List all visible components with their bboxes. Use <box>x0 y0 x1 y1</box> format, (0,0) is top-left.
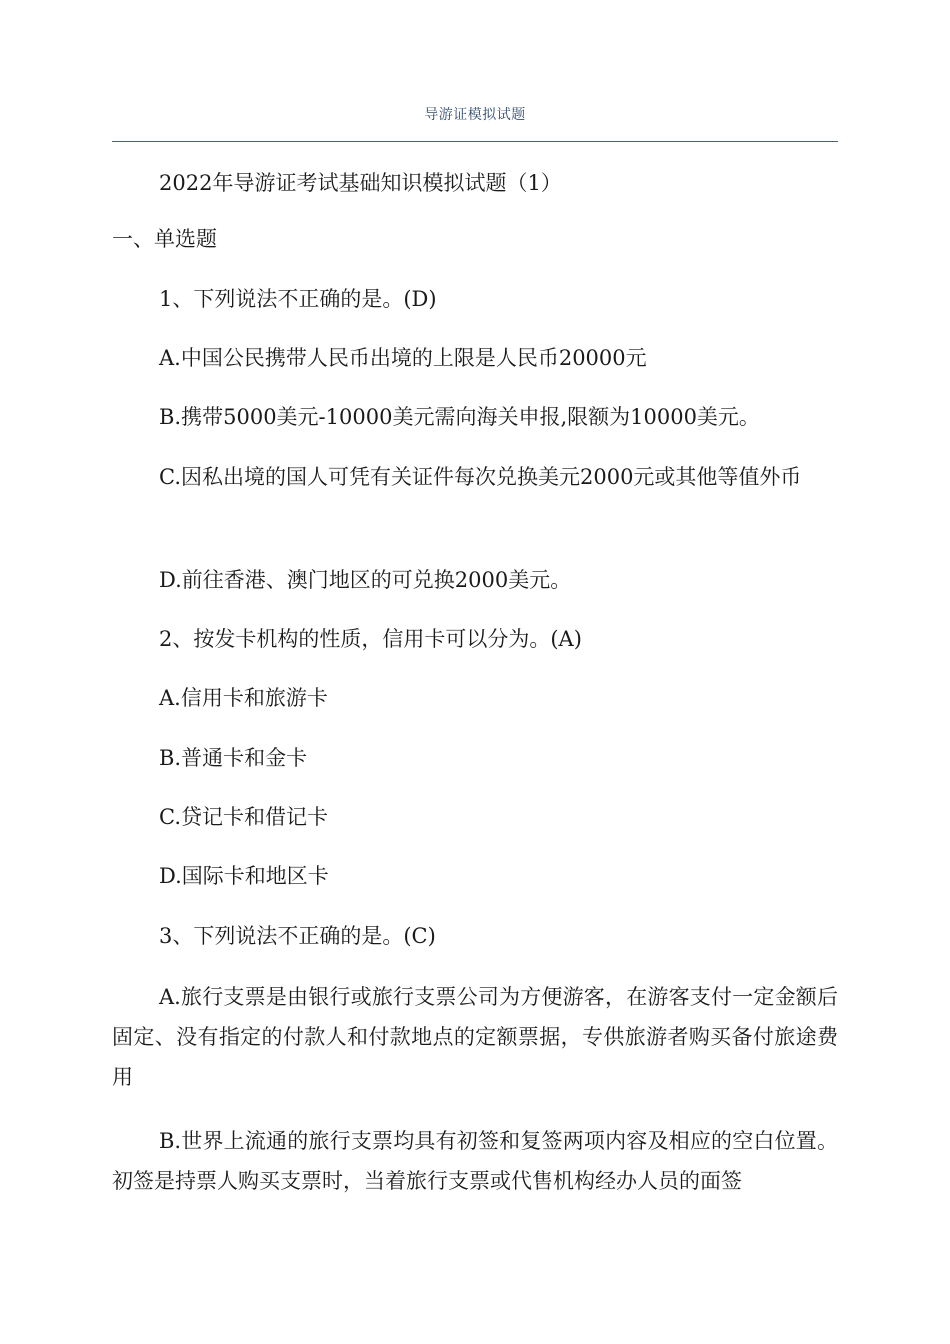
question-2-stem: 2、按发卡机构的性质，信用卡可以分为。(A) <box>159 627 582 651</box>
question-2-option-d: D.国际卡和地区卡 <box>159 864 329 888</box>
question-1-option-a: A.中国公民携带人民币出境的上限是人民币20000元 <box>159 346 647 370</box>
question-2-option-b: B.普通卡和金卡 <box>159 746 308 770</box>
question-3-option-a: A.旅行支票是由银行或旅行支票公司为方便游客，在游客支付一定金额后固定、没有指定的付款人和付款地点的定额票据，专供旅游者购买备付旅途费用 <box>112 985 838 1089</box>
document-title: 2022年导游证考试基础知识模拟试题（1） <box>159 171 562 195</box>
question-2-option-a: A.信用卡和旅游卡 <box>159 686 328 710</box>
question-3-stem: 3、下列说法不正确的是。(C) <box>159 924 436 948</box>
question-1-option-b: B.携带5000美元-10000美元需向海关申报,限额为10000美元。 <box>159 405 760 429</box>
question-3-option-b: B.世界上流通的旅行支票均具有初签和复签两项内容及相应的空白位置。初签是持票人购买支票时，当着旅行支票或代售机构经办人员的面签 <box>112 1129 838 1193</box>
section-heading: 一、单选题 <box>112 227 217 251</box>
question-1-stem: 1、下列说法不正确的是。(D) <box>159 287 437 311</box>
question-1-option-c: C.因私出境的国人可凭有关证件每次兑换美元2000元或其他等值外币 <box>159 465 802 489</box>
question-1-option-d: D.前往香港、澳门地区的可兑换2000美元。 <box>159 568 572 592</box>
running-header: 导游证模拟试题 <box>424 107 526 123</box>
header-divider <box>112 141 838 142</box>
question-2-option-c: C.贷记卡和借记卡 <box>159 805 328 829</box>
